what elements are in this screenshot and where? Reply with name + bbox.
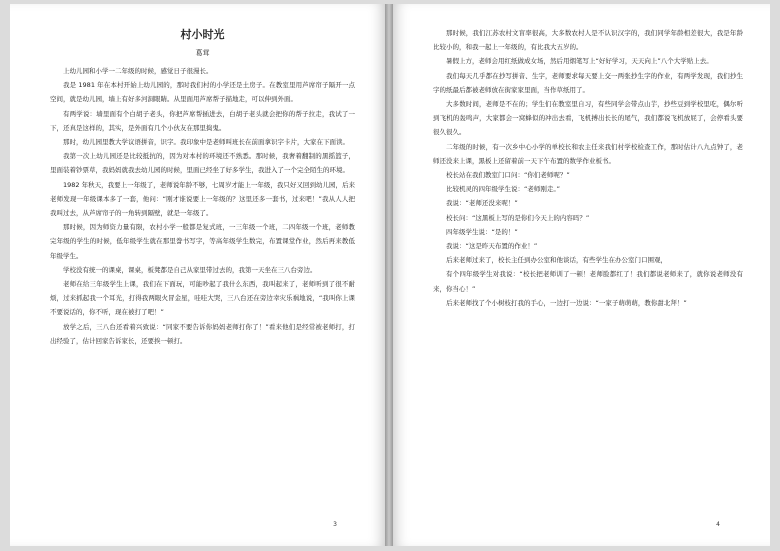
paragraph: 那时，幼儿园里教大学议语拼音，识字。我印象中是老师叫班长在前面拿识字卡片，大家在下面读。 xyxy=(63,138,349,147)
left-page-content xyxy=(50,24,355,348)
paragraph: 我们每天几乎都在抄写拼音、生字，老师要求每天要上交一两张抄生字的作业，有两学发现，我们抄生字的纸最后都被老师放在街家家里面，当作草纸用了。 xyxy=(433,71,743,94)
left-paragraphs xyxy=(50,64,355,348)
right-page-content xyxy=(433,26,743,310)
right-paragraphs xyxy=(433,26,743,310)
paragraph: 放学之后，三八台还看着兴致说：“同家不要告诉你妈妈老师打你了！”看来他们是经常被老师打，打出经验了，估计回家告诉家长，还要挨一顿打。 xyxy=(50,322,355,345)
right-page xyxy=(393,4,770,546)
paragraph: 老师在给三年级学生上课，我们在下面玩，可能吵起了我什么东西，我叫起来了，老师听到了很不耐烦，过来抓起我一个耳光，打得我两眼火冒金星，哇哇大哭，三八台还在旁边幸灾乐祸地说，“我叫你上课不要说话的，你不听，现在被打了吧！” xyxy=(50,280,355,317)
paragraph: 有两学说：墙里面有个白胡子老头，你把芦席帮插进去，白胡子老头就会把你的帮子拉走，我试了一下，还真是这样的，其实，是外面有几个小伙友在那里捣鬼。 xyxy=(50,109,355,132)
paragraph: 校长站在我们教室门口问：“你们老师呢？” xyxy=(446,171,570,180)
paragraph: 我第一次上幼儿园还是比较抵抗的，因为对本村的环境还不熟悉。那时候，我奢着翻制的黑摇篮子，里面装着钞票草，我妈妈就我去幼儿园的时候，里面已经坐了好多学生，我进入了一个完全陌生的环境。 xyxy=(50,152,355,175)
paragraph: 1982 年秋天，我要上一年级了，老师说年龄不够，七周岁才能上一年级，我只好又回到幼儿园，后来老师发现一年级课本多了一套，他问：“刚才谁说要上一年级的？这里还多一套书，过来吧！”我从人人把我叫过去，从芦席帘子的一角转到隔壁，就是一年级了。 xyxy=(50,180,355,218)
paragraph: 有个四年级学生对我说：“校长把老师训了一顿！老师脸都红了！我们都说老师来了，就你说老师没有来，你当心！” xyxy=(433,270,743,293)
paragraph: 大多数时间，老师是不在的；学生们在教室里自习，有些同学会带点山芋，抄些豆到学校里吃，偶尔听到飞机的轰鸣声，大家都会一窝蜂似的冲出去看，飞机搏出长长的尾气，我们都说飞机放屁了，会停看头要很久很久。 xyxy=(433,100,743,137)
paragraph: 四年级学生说：“是的！” xyxy=(446,227,518,236)
paragraph: 暑假上方，老师会用红纸做成女场，然后用烟笔写上“好好学习，天天向上”八个大学贴上去。 xyxy=(446,57,713,66)
right-page-number: 4 xyxy=(716,521,720,528)
paragraph: 比较机灵的四年级学生说：“老师刚走。” xyxy=(446,185,560,194)
essay-title: 村小时光 xyxy=(180,28,225,41)
paragraph: 后来老师过来了，校长主任到办公室和他谈话，有些学生在办公室门口围观， xyxy=(446,256,667,265)
essay-author: 葛茸 xyxy=(195,49,210,57)
paragraph: 学校没有统一的课桌，课桌，板凳都是自己从家里带过去的，我第一天坐在三八台旁边。 xyxy=(63,265,317,274)
paragraph: 二年级的时候，有一次乡中心小学的单校长和农主任来我们村学校检查工作，那时估计八九点钟了，老师还没来上课，黑板上还留着前一天下午布置的数学作业板书。 xyxy=(433,142,743,165)
left-page-number: 3 xyxy=(333,521,337,528)
book-gutter xyxy=(385,4,393,546)
paragraph: 那时候，因为师资力量有限，农村小学一般都是复式班，一三年级一个班，二四年级一个班，老师教完年级的学生的时候，低年级学生就在那里誊书写字，等高年级学生数完，布置课堂作业，然后再来教低年级学生。 xyxy=(50,223,355,260)
paragraph: 我说：“这是昨天布置的作业！” xyxy=(446,242,538,251)
paragraph: 我是 1981 年在本村开始上幼儿园的，那时我们村的小学还是土房子。在教室里用芦席帘子隔开一点空间，就是幼儿园，墙上有好多河洞眼睛。从里面用芦席帮子描地走，可以伸到外面。 xyxy=(50,81,355,104)
paragraph: 我说：“老师还没来呢！” xyxy=(446,199,518,208)
paragraph: 后来老师找了个小树枝打我的手心，一边打一边说：“一家子萌萌萌，教你甜北拜！” xyxy=(446,298,687,307)
paragraph: 那时候，我们江苏农村文盲率很高，大多数农村人是不认识汉字的，我们同学年龄相差很大，我是年龄比较小的，和我一起上一年级的，有比我大五岁的。 xyxy=(433,29,743,52)
paragraph: 校长问：“这黑板上写的是你们今天上的内容吗？” xyxy=(446,213,590,222)
left-page xyxy=(10,4,385,546)
paragraph: 上幼儿园和小学一二年级的时候，感觉日子很漫长。 xyxy=(63,67,213,75)
